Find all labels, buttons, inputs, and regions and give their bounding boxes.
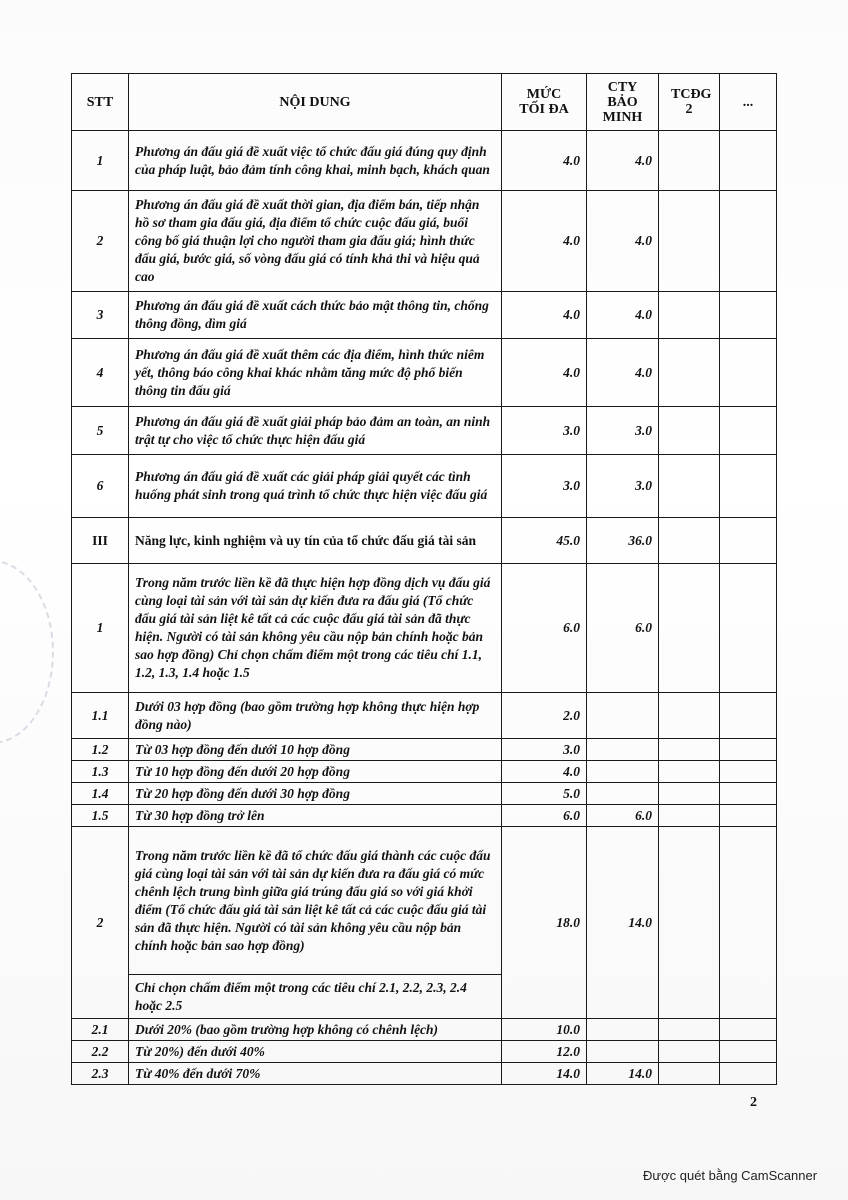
row-max: 3.0 bbox=[502, 407, 587, 455]
row-more bbox=[720, 761, 777, 783]
row-stt: 1.2 bbox=[72, 739, 129, 761]
header-content: NỘI DUNG bbox=[129, 74, 502, 131]
row-more bbox=[720, 1019, 777, 1041]
row-bao-minh: 4.0 bbox=[587, 131, 659, 191]
row-stt: 6 bbox=[72, 455, 129, 518]
table-row bbox=[72, 564, 777, 693]
row-stt: 1.1 bbox=[72, 693, 129, 739]
row-more bbox=[720, 407, 777, 455]
row-content: Từ 40% đến dưới 70% bbox=[129, 1063, 502, 1085]
row-tcdg2 bbox=[659, 693, 720, 739]
row-max: 10.0 bbox=[502, 1019, 587, 1041]
scoring-table bbox=[71, 73, 777, 1085]
row-content: Phương án đấu giá đề xuất giải pháp bảo đảm an toàn, an ninh trật tự cho việc tổ chức thực hiện đấu giá bbox=[129, 407, 502, 455]
row-content: Dưới 20% (bao gồm trường hợp không có chênh lệch) bbox=[129, 1019, 502, 1041]
row-bao-minh: 4.0 bbox=[587, 339, 659, 407]
row-stt: 1.4 bbox=[72, 783, 129, 805]
row-max: 6.0 bbox=[502, 805, 587, 827]
page-number: 2 bbox=[750, 1095, 757, 1110]
row-content: Từ 20 hợp đồng đến dưới 30 hợp đồng bbox=[129, 783, 502, 805]
row-content: Phương án đấu giá đề xuất việc tổ chức đấu giá đúng quy định của pháp luật, bảo đảm tính công khai, minh bạch, khách quan bbox=[129, 131, 502, 191]
scanner-watermark: Được quét bằng CamScanner bbox=[643, 1168, 818, 1183]
table-row bbox=[72, 455, 777, 518]
table-row bbox=[72, 805, 777, 827]
table-row bbox=[72, 518, 777, 564]
row-tcdg2 bbox=[659, 407, 720, 455]
row-bao-minh: 6.0 bbox=[587, 564, 659, 693]
row-tcdg2 bbox=[659, 339, 720, 407]
table-row bbox=[72, 1063, 777, 1085]
header-max-score: MỨC TỐI ĐA bbox=[502, 74, 587, 131]
row-stt: 1 bbox=[72, 564, 129, 693]
row-more bbox=[720, 739, 777, 761]
row-content: Từ 20%) đến dưới 40% bbox=[129, 1041, 502, 1063]
row-stt: 2.3 bbox=[72, 1063, 129, 1085]
row-content: Phương án đấu giá đề xuất cách thức bảo mật thông tin, chống thông đồng, dìm giá bbox=[129, 292, 502, 339]
row-tcdg2 bbox=[659, 518, 720, 564]
row-max: 45.0 bbox=[502, 518, 587, 564]
row-max: 4.0 bbox=[502, 292, 587, 339]
row-max: 3.0 bbox=[502, 739, 587, 761]
row-stt: 3 bbox=[72, 292, 129, 339]
table-row bbox=[72, 292, 777, 339]
row-stt: 1.5 bbox=[72, 805, 129, 827]
row-more bbox=[720, 827, 777, 1019]
row-tcdg2 bbox=[659, 761, 720, 783]
table-row bbox=[72, 739, 777, 761]
row-bao-minh: 14.0 bbox=[587, 1063, 659, 1085]
row-more bbox=[720, 339, 777, 407]
row-tcdg2 bbox=[659, 739, 720, 761]
row-content: Từ 03 hợp đồng đến dưới 10 hợp đồng bbox=[129, 739, 502, 761]
table-row bbox=[72, 1019, 777, 1041]
row-tcdg2 bbox=[659, 1063, 720, 1085]
row-max: 4.0 bbox=[502, 131, 587, 191]
row-more bbox=[720, 805, 777, 827]
row-bao-minh bbox=[587, 739, 659, 761]
table-row bbox=[72, 131, 777, 191]
row-max: 2.0 bbox=[502, 693, 587, 739]
row-stt: 2 bbox=[72, 191, 129, 292]
row-more bbox=[720, 783, 777, 805]
row-tcdg2 bbox=[659, 191, 720, 292]
row-tcdg2 bbox=[659, 455, 720, 518]
row-bao-minh: 3.0 bbox=[587, 455, 659, 518]
row-more bbox=[720, 455, 777, 518]
row-stt: 5 bbox=[72, 407, 129, 455]
row-tcdg2 bbox=[659, 292, 720, 339]
header-bao-minh: CTY BẢO MINH bbox=[587, 74, 659, 131]
row-more bbox=[720, 1063, 777, 1085]
row-tcdg2 bbox=[659, 805, 720, 827]
row-bao-minh: 6.0 bbox=[587, 805, 659, 827]
row-bao-minh: 4.0 bbox=[587, 191, 659, 292]
row-max: 6.0 bbox=[502, 564, 587, 693]
row-bao-minh bbox=[587, 1041, 659, 1063]
row-tcdg2 bbox=[659, 564, 720, 693]
row-max: 14.0 bbox=[502, 1063, 587, 1085]
row-content: Phương án đấu giá đề xuất các giải pháp giải quyết các tình huống phát sinh trong quá trình tổ chức thực hiện việc đấu giá bbox=[129, 455, 502, 518]
table-row bbox=[72, 761, 777, 783]
table-row bbox=[72, 827, 777, 975]
table-row bbox=[72, 693, 777, 739]
row-content: Trong năm trước liền kề đã thực hiện hợp đồng dịch vụ đấu giá cùng loại tài sản với tài sản dự kiến đưa ra đấu giá (Tổ chức đấu giá tài sản liệt kê tất cả các cuộc đấu giá tài sản đã thực hiện. Người có tài sản không yêu cầu nộp bản chính hoặc bản sao hợp đồng) Chỉ chọn chấm điểm một trong các tiêu chí 1.1, 1.2, 1.3, 1.4 hoặc 1.5 bbox=[129, 564, 502, 693]
row-tcdg2 bbox=[659, 1019, 720, 1041]
row-content: Trong năm trước liền kề đã tổ chức đấu giá thành các cuộc đấu giá cùng loại tài sản với tài sản dự kiến đưa ra đấu giá có mức chênh lệch trung bình giữa giá trúng đấu giá so với giá khởi điểm (Tổ chức đấu giá tài sản liệt kê tất cả các cuộc đấu giá tài sản đã thực hiện. Người có tài sản không yêu cầu nộp bản chính hoặc bản sao hợp đồng) bbox=[129, 827, 502, 975]
row-max: 4.0 bbox=[502, 191, 587, 292]
row-bao-minh: 3.0 bbox=[587, 407, 659, 455]
row-max: 4.0 bbox=[502, 339, 587, 407]
row-bao-minh bbox=[587, 783, 659, 805]
row-max: 3.0 bbox=[502, 455, 587, 518]
row-more bbox=[720, 1041, 777, 1063]
row-tcdg2 bbox=[659, 1041, 720, 1063]
row-content: Phương án đấu giá đề xuất thêm các địa điểm, hình thức niêm yết, thông báo công khai khác nhằm tăng mức độ phổ biến thông tin đấu giá bbox=[129, 339, 502, 407]
row-max: 18.0 bbox=[502, 827, 587, 1019]
table-row bbox=[72, 191, 777, 292]
section-stt: III bbox=[72, 518, 129, 564]
row-bao-minh bbox=[587, 1019, 659, 1041]
row-bao-minh: 36.0 bbox=[587, 518, 659, 564]
row-stt: 2 bbox=[72, 827, 129, 1019]
row-tcdg2 bbox=[659, 827, 720, 1019]
row-tcdg2 bbox=[659, 783, 720, 805]
header-stt: STT bbox=[72, 74, 129, 131]
row-content-note: Chỉ chọn chấm điểm một trong các tiêu chí 2.1, 2.2, 2.3, 2.4 hoặc 2.5 bbox=[129, 975, 502, 1019]
row-more bbox=[720, 518, 777, 564]
table-row bbox=[72, 339, 777, 407]
row-stt: 2.2 bbox=[72, 1041, 129, 1063]
row-content: Từ 30 hợp đồng trở lên bbox=[129, 805, 502, 827]
row-bao-minh bbox=[587, 693, 659, 739]
row-more bbox=[720, 131, 777, 191]
row-max: 4.0 bbox=[502, 761, 587, 783]
row-bao-minh: 4.0 bbox=[587, 292, 659, 339]
table-row bbox=[72, 407, 777, 455]
row-content: Phương án đấu giá đề xuất thời gian, địa điểm bán, tiếp nhận hồ sơ tham gia đấu giá, địa điểm tổ chức cuộc đấu giá, buổi công bố giá thuận lợi cho người tham gia đấu giá; hình thức đấu giá, bước giá, số vòng đấu giá có tính khả thi và hiệu quả cao bbox=[129, 191, 502, 292]
row-more bbox=[720, 564, 777, 693]
row-tcdg2 bbox=[659, 131, 720, 191]
row-content: Dưới 03 hợp đồng (bao gồm trường hợp không thực hiện hợp đồng nào) bbox=[129, 693, 502, 739]
row-content: Từ 10 hợp đồng đến dưới 20 hợp đồng bbox=[129, 761, 502, 783]
row-max: 12.0 bbox=[502, 1041, 587, 1063]
row-more bbox=[720, 693, 777, 739]
row-stt: 2.1 bbox=[72, 1019, 129, 1041]
row-more bbox=[720, 292, 777, 339]
row-bao-minh bbox=[587, 761, 659, 783]
section-title: Năng lực, kinh nghiệm và uy tín của tổ chức đấu giá tài sản bbox=[129, 518, 502, 564]
table-row bbox=[72, 1041, 777, 1063]
header-more: ... bbox=[720, 74, 777, 131]
header-tcdg2: TCĐG 2 bbox=[659, 74, 720, 131]
table-header-row bbox=[72, 74, 777, 131]
row-stt: 1 bbox=[72, 131, 129, 191]
table-row bbox=[72, 783, 777, 805]
row-stt: 1.3 bbox=[72, 761, 129, 783]
row-bao-minh: 14.0 bbox=[587, 827, 659, 1019]
row-max: 5.0 bbox=[502, 783, 587, 805]
row-more bbox=[720, 191, 777, 292]
row-stt: 4 bbox=[72, 339, 129, 407]
